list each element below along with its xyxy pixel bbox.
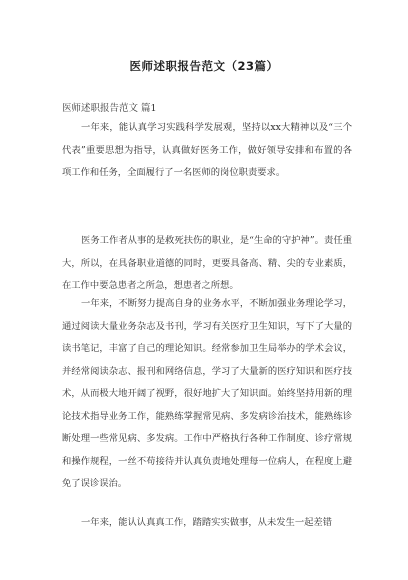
paragraph: 一年来，能认真学习实践科学发展观，坚持以xx大精神以及“三个代表”重要思想为指导，认真做好医务工作，做好领导安排和布置的各项工作和任务，全面履行了一名医师的岗位职责要求。 — [62, 122, 352, 178]
section-heading: 医师述职报告范文 篇1 — [62, 103, 157, 114]
paragraph: 一年来，不断努力提高自身的业务水平，不断加强业务理论学习，通过阅读大量业务杂志及书刊，学习有关医疗卫生知识，写下了大量的读书笔记，丰富了自己的理论知识。经常参加卫生局举办的学术会议，并经常阅读杂志、报刊和网络信息，学习了大量新的医疗知识和医疗技术，从而极大地开阔了视野，很好地扩大了知识面。始终坚持用新的理论技术指导业务工作，能熟练掌握常见病、多发病诊治技术，能熟练诊断处理一些常见病、多发病。工作中严格执行各种工作制度、诊疗常规和操作规程，一丝不苟接待并认真负责地处理每一位病人，在程度上避免了误诊误治。 — [62, 298, 352, 489]
paragraph: 医务工作者从事的是救死扶伤的职业，是“生命的守护神”。责任重大，所以，在具备职业道德的同时，更要具备高、精、尖的专业素质，在工作中要急患者之所急，想患者之所想。 — [62, 235, 352, 291]
document-title: 医师述职报告范文（23篇） — [129, 59, 279, 73]
paragraph: 一年来，能认认真真工作，踏踏实实做事，从未发生一起差错 — [81, 517, 333, 528]
